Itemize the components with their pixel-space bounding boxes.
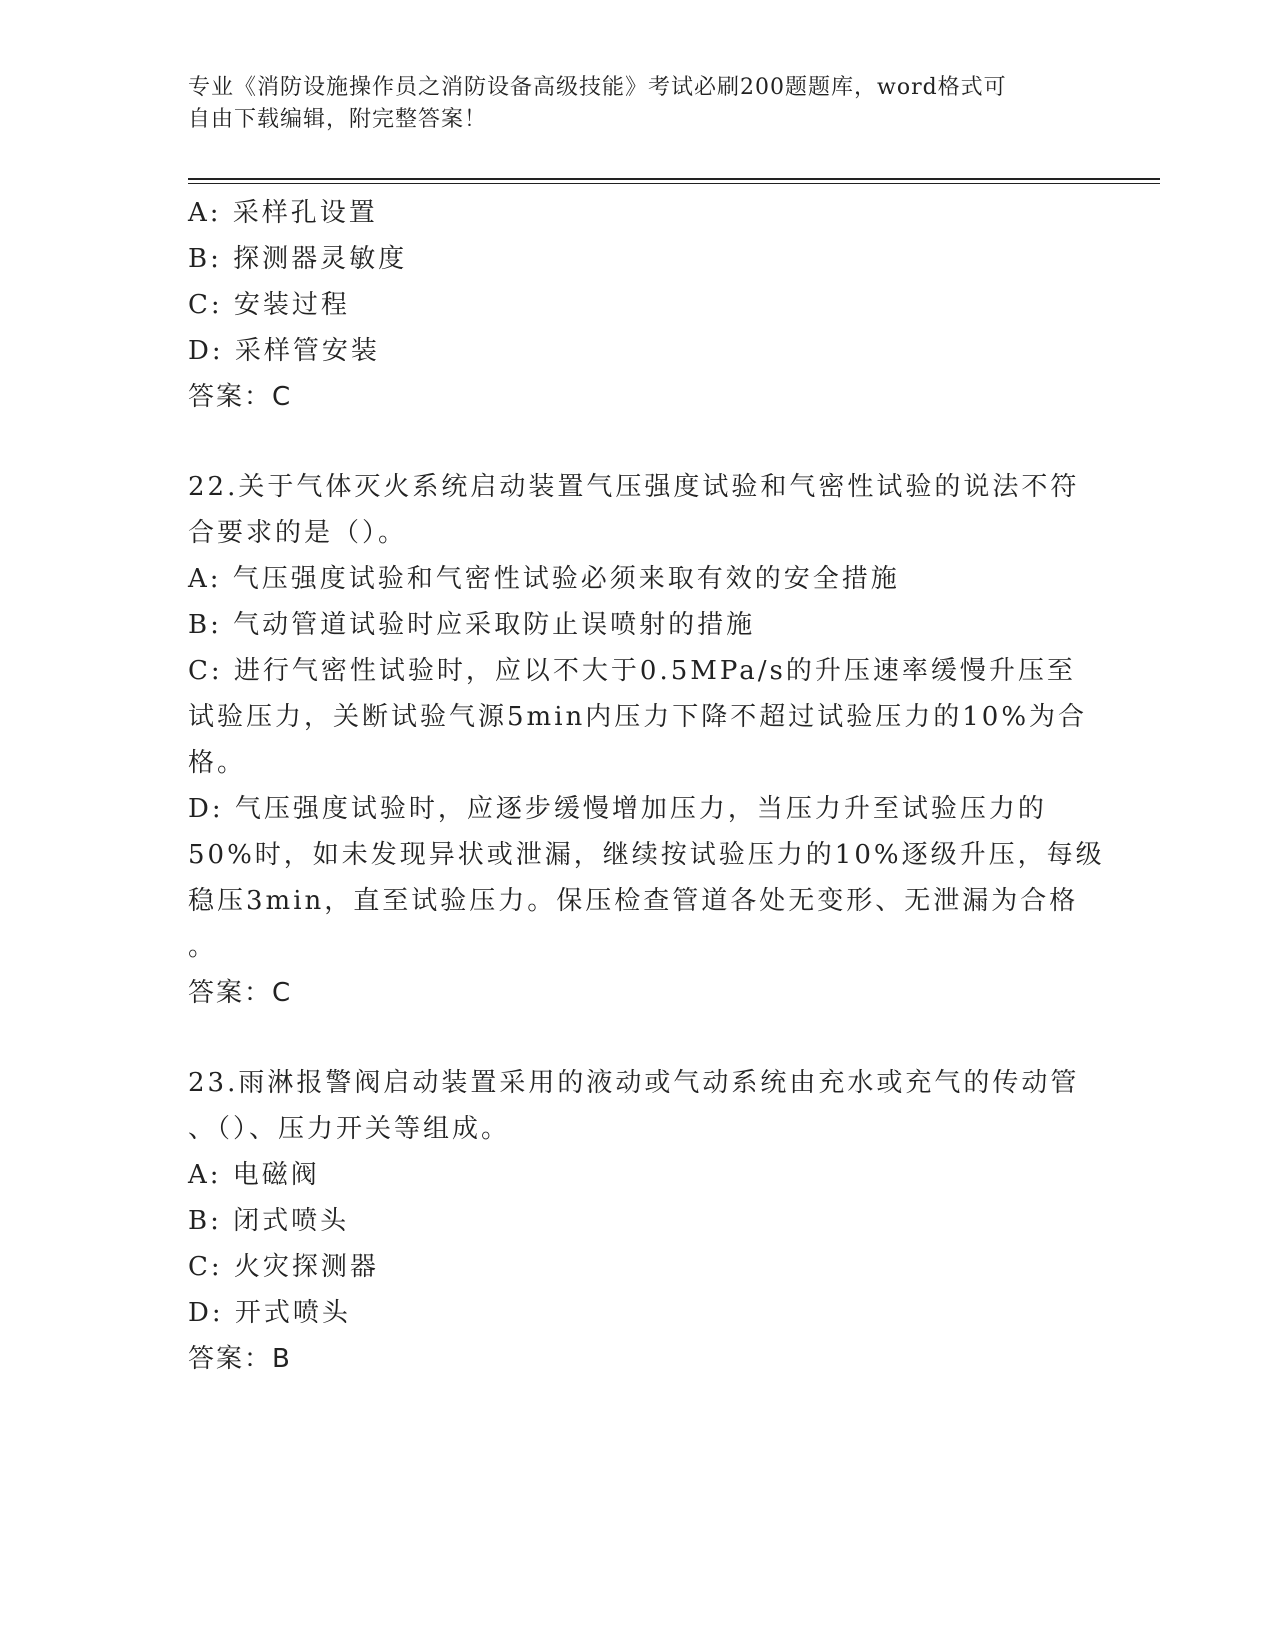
option-d: D: 气压强度试验时，应逐步缓慢增加压力，当压力升至试验压力的 bbox=[188, 794, 1047, 824]
option-b: B: 探测器灵敏度 bbox=[188, 244, 408, 274]
header-line-1: 专业《消防设施操作员之消防设备高级技能》考试必刷200题题库，word格式可 bbox=[188, 75, 1007, 100]
answer-23: 答案：B bbox=[188, 1344, 292, 1374]
question-text-line: 合要求的是（）。 bbox=[188, 518, 408, 548]
document-header bbox=[188, 72, 1068, 136]
option-b: B: 闭式喷头 bbox=[188, 1206, 350, 1236]
question-text-line: 、（）、压力开关等组成。 bbox=[188, 1114, 511, 1144]
option-c: C: 安装过程 bbox=[188, 290, 350, 320]
option-c: C: 进行气密性试验时，应以不大于0.5MPa/s的升压速率缓慢升压至 bbox=[188, 656, 1076, 686]
question-21 bbox=[188, 190, 1088, 420]
option-c-continued: 格。 bbox=[188, 748, 247, 778]
header-divider-thick bbox=[188, 178, 1160, 180]
option-a: A: 气压强度试验和气密性试验必须来取有效的安全措施 bbox=[188, 564, 900, 594]
question-23 bbox=[188, 1060, 1088, 1382]
answer-22: 答案：C bbox=[188, 978, 293, 1008]
option-d: D: 采样管安装 bbox=[188, 336, 380, 366]
option-d-continued: 。 bbox=[188, 932, 218, 962]
option-d-continued: 稳压3min，直至试验压力。保压检查管道各处无变形、无泄漏为合格 bbox=[188, 886, 1079, 916]
option-b: B: 气动管道试验时应采取防止误喷射的措施 bbox=[188, 610, 756, 640]
option-c-continued: 试验压力，关断试验气源5min内压力下降不超过试验压力的10%为合 bbox=[188, 702, 1088, 732]
question-22 bbox=[188, 464, 1105, 1016]
question-text-line: 23.雨淋报警阀启动装置采用的液动或气动系统由充水或充气的传动管 bbox=[188, 1068, 1080, 1098]
header-divider-thin bbox=[188, 183, 1160, 184]
option-d-continued: 50%时，如未发现异状或泄漏，继续按试验压力的10%逐级升压，每级 bbox=[188, 840, 1105, 870]
spacer bbox=[188, 1016, 1088, 1060]
option-c: C: 火灾探测器 bbox=[188, 1252, 379, 1282]
spacer bbox=[188, 420, 1088, 464]
question-content bbox=[188, 190, 1105, 1382]
question-text-line: 22.关于气体灭火系统启动装置气压强度试验和气密性试验的说法不符 bbox=[188, 472, 1080, 502]
answer-21: 答案：C bbox=[188, 382, 293, 412]
header-line-2: 自由下载编辑，附完整答案！ bbox=[188, 107, 488, 132]
option-d: D: 开式喷头 bbox=[188, 1298, 351, 1328]
option-a: A: 采样孔设置 bbox=[188, 198, 378, 228]
option-a: A: 电磁阀 bbox=[188, 1160, 320, 1190]
